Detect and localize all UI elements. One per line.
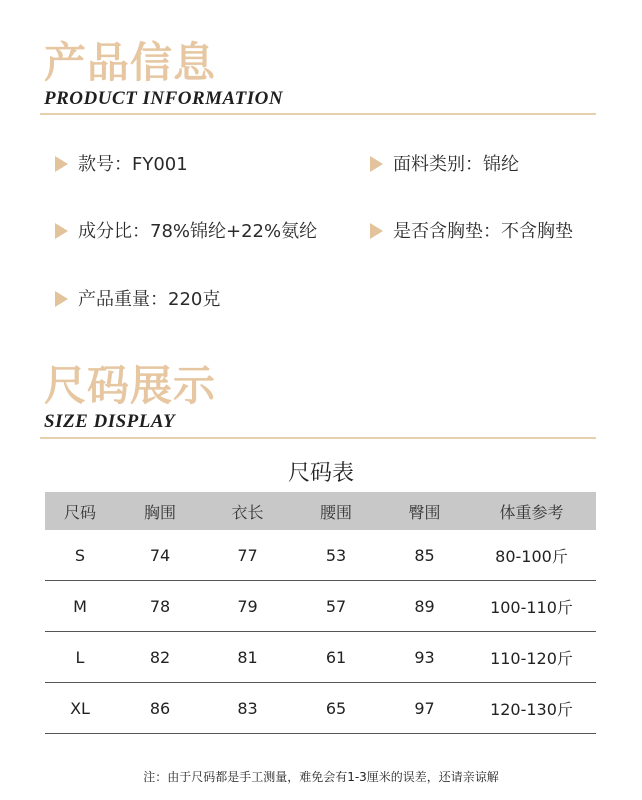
info-text: 产品重量：220克 [78, 289, 221, 310]
table-cell: 78 [115, 581, 205, 632]
column-header: 腰围 [290, 492, 382, 530]
table-cell: 79 [205, 581, 290, 632]
table-row [45, 581, 596, 632]
table-cell: 83 [205, 683, 290, 734]
table-row [45, 632, 596, 683]
measurement-note: 注：由于尺码都是手工测量，难免会有1-3厘米的误差，还请亲谅解 [143, 770, 499, 784]
info-text: 面料类别：锦纶 [393, 154, 519, 175]
info-fabric [370, 150, 519, 176]
info-composition [55, 217, 317, 243]
info-text: 成分比：78%锦纶+22%氨纶 [78, 221, 318, 242]
table-cell: XL [45, 683, 115, 734]
column-header: 胸围 [115, 492, 205, 530]
table-cell: 61 [290, 632, 382, 683]
info-weight [55, 285, 220, 311]
table-cell: 93 [382, 632, 467, 683]
info-text: 款号：FY001 [78, 154, 188, 175]
triangle-bullet-icon [55, 223, 68, 239]
table-cell: 77 [205, 530, 290, 581]
table-cell: 53 [290, 530, 382, 581]
table-cell: 110-120斤 [467, 632, 596, 683]
product-info-subtitle: PRODUCT INFORMATION [44, 88, 284, 109]
table-cell: 97 [382, 683, 467, 734]
info-chest-pad [370, 217, 573, 243]
table-cell: 65 [290, 683, 382, 734]
table-cell: 81 [205, 632, 290, 683]
table-cell: 74 [115, 530, 205, 581]
size-display-subtitle: SIZE DISPLAY [44, 411, 176, 432]
table-cell: 85 [382, 530, 467, 581]
table-cell: L [45, 632, 115, 683]
product-info-title: 产品信息 [44, 38, 217, 87]
table-row [45, 683, 596, 734]
table-cell: S [45, 530, 115, 581]
divider [40, 113, 596, 115]
size-table-caption: 尺码表 [287, 461, 354, 486]
info-text: 是否含胸垫：不含胸垫 [393, 221, 573, 242]
column-header: 臀围 [382, 492, 467, 530]
column-header: 衣长 [205, 492, 290, 530]
table-row [45, 530, 596, 581]
size-table [45, 492, 596, 734]
size-display-title: 尺码展示 [44, 361, 217, 410]
table-cell: 120-130斤 [467, 683, 596, 734]
table-cell: 86 [115, 683, 205, 734]
triangle-bullet-icon [55, 156, 68, 172]
divider [40, 437, 596, 439]
triangle-bullet-icon [370, 156, 383, 172]
column-header: 尺码 [45, 492, 115, 530]
triangle-bullet-icon [370, 223, 383, 239]
column-header: 体重参考 [467, 492, 596, 530]
triangle-bullet-icon [55, 291, 68, 307]
table-cell: 89 [382, 581, 467, 632]
table-cell: 57 [290, 581, 382, 632]
table-cell: 80-100斤 [467, 530, 596, 581]
table-cell: M [45, 581, 115, 632]
table-cell: 100-110斤 [467, 581, 596, 632]
table-cell: 82 [115, 632, 205, 683]
info-style-number [55, 150, 188, 176]
table-header-row [45, 492, 596, 530]
